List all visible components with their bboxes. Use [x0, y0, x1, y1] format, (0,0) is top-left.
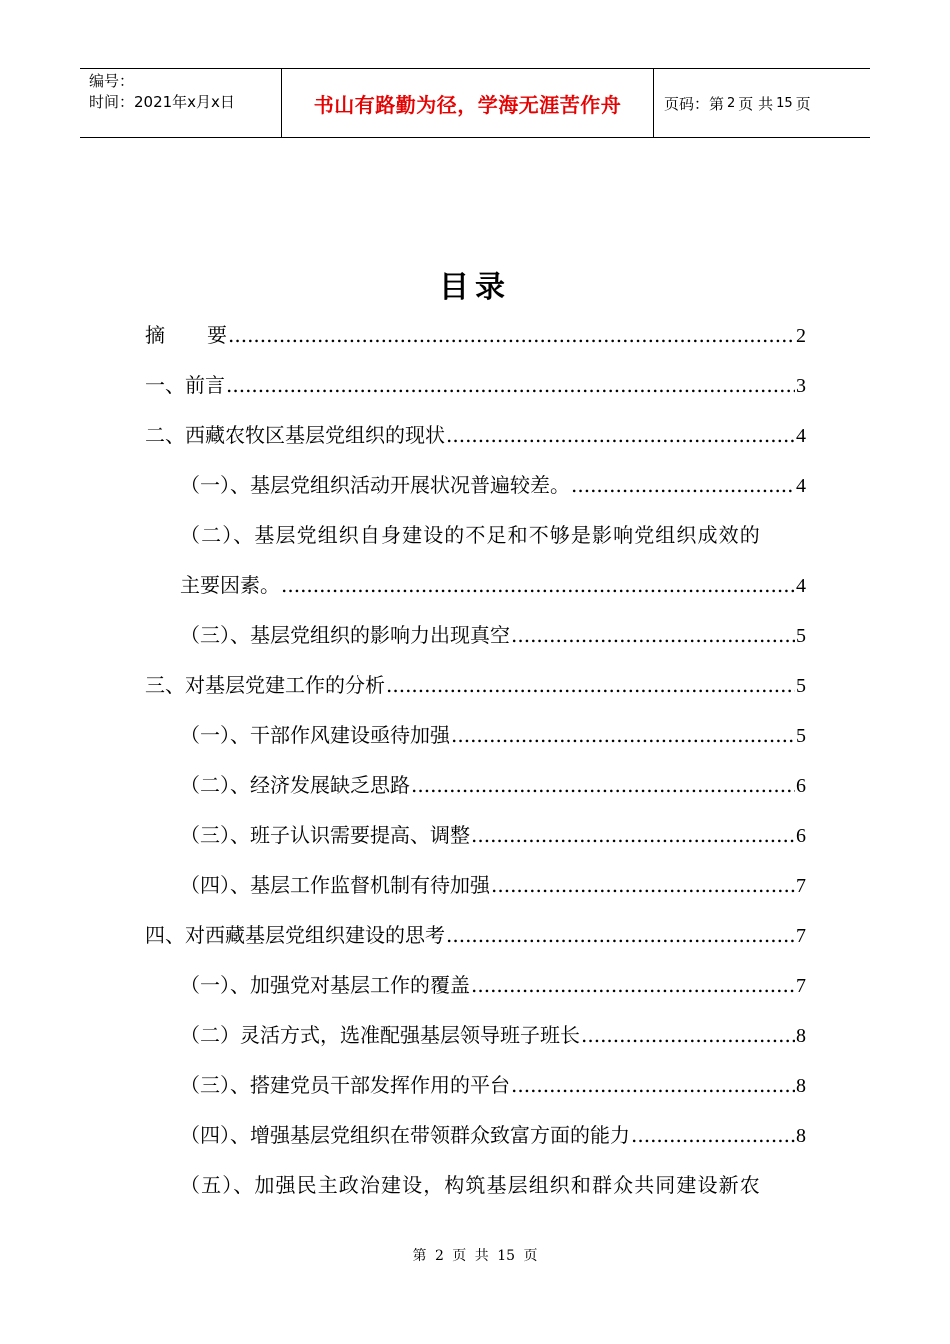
- toc-abstract-char-a: 摘: [145, 323, 165, 347]
- toc-entry[interactable]: [145, 813, 806, 863]
- toc-page-number: 6: [796, 825, 806, 847]
- table-of-contents: [145, 313, 806, 1213]
- toc-entry-text: 一、前言: [145, 373, 225, 397]
- header-motto: 书山有路勤为径，学海无涯苦作舟: [282, 69, 654, 137]
- toc-leader: [451, 713, 795, 757]
- toc-leader: [471, 813, 795, 857]
- toc-entry-text: （三）、班子认识需要提高、调整: [180, 823, 470, 847]
- toc-page-number: 8: [796, 1075, 806, 1097]
- toc-leader: [411, 763, 795, 807]
- toc-page-number: 3: [796, 375, 806, 397]
- toc-entry-text: （一）、干部作风建设亟待加强: [180, 723, 450, 747]
- toc-entry-text: （四）、增强基层党组织在带领群众致富方面的能力: [180, 1123, 630, 1147]
- toc-entry[interactable]: [145, 963, 806, 1013]
- toc-entry[interactable]: [145, 363, 806, 413]
- toc-entry-abstract[interactable]: [145, 313, 806, 363]
- toc-entry-text: （二）灵活方式，选准配强基层领导班子班长: [180, 1023, 580, 1047]
- toc-entry-text: 三、对基层党建工作的分析: [145, 673, 385, 697]
- toc-entry[interactable]: [145, 1013, 806, 1063]
- toc-leader: [446, 413, 795, 457]
- toc-page-number: 5: [796, 625, 806, 647]
- page-header: [80, 68, 870, 138]
- toc-entry[interactable]: [145, 463, 806, 513]
- toc-leader: [471, 963, 795, 1007]
- toc-page-number: 7: [796, 975, 806, 997]
- toc-leader: [511, 613, 795, 657]
- toc-page-number: 4: [796, 425, 806, 447]
- serial-label: 编号：: [89, 72, 135, 90]
- toc-entry[interactable]: [145, 413, 806, 463]
- toc-entry[interactable]: [145, 663, 806, 713]
- toc-entry-text: （一）、加强党对基层工作的覆盖: [180, 973, 470, 997]
- toc-page-number: 4: [796, 475, 806, 497]
- toc-entry-text: （二）、基层党组织自身建设的不足和不够是影响党组织成效的: [180, 523, 761, 547]
- toc-entry-text: （三）、搭建党员干部发挥作用的平台: [180, 1073, 510, 1097]
- toc-page-number: 5: [796, 675, 806, 697]
- toc-leader: [631, 1113, 795, 1157]
- header-page-info: [654, 69, 870, 137]
- page-title: 目录: [439, 270, 511, 305]
- toc-page-number: 2: [796, 325, 806, 347]
- time-label: 时间：2021年x月x日: [89, 93, 235, 111]
- header-meta: [80, 69, 282, 137]
- toc-entry[interactable]: [145, 763, 806, 813]
- toc-leader: [511, 1063, 795, 1107]
- toc-entry[interactable]: [145, 1113, 806, 1163]
- toc-entry-text: 二、西藏农牧区基层党组织的现状: [145, 423, 445, 447]
- toc-entry[interactable]: [145, 1063, 806, 1113]
- toc-entry-text: 四、对西藏基层党组织建设的思考: [145, 923, 445, 947]
- toc-page-number: 8: [796, 1125, 806, 1147]
- toc-abstract-char-b: 要: [207, 323, 227, 347]
- page-total: 15: [776, 95, 793, 111]
- toc-entry-text: （四）、基层工作监督机制有待加强: [180, 873, 490, 897]
- toc-leader: [228, 313, 795, 357]
- toc-entry-text: （二）、经济发展缺乏思路: [180, 773, 410, 797]
- toc-page-number: 8: [796, 1025, 806, 1047]
- toc-entry-continuation[interactable]: [145, 563, 806, 613]
- toc-page-number: 7: [796, 925, 806, 947]
- toc-entry-text: （五）、加强民主政治建设，构筑基层组织和群众共同建设新农: [180, 1173, 761, 1197]
- toc-entry[interactable]: [145, 1163, 806, 1213]
- page-mid: 页 共: [738, 94, 774, 113]
- toc-entry[interactable]: [145, 513, 806, 563]
- toc-page-number: 4: [796, 575, 806, 597]
- toc-page-number: 5: [796, 725, 806, 747]
- page-current: 2: [727, 95, 736, 111]
- toc-leader: [581, 1013, 795, 1057]
- toc-page-number: 6: [796, 775, 806, 797]
- toc-entry-text: （一）、基层党组织活动开展状况普遍较差。: [180, 473, 570, 497]
- toc-page-number: 7: [796, 875, 806, 897]
- page-suffix: 页: [795, 94, 811, 113]
- toc-leader: [491, 863, 795, 907]
- toc-entry[interactable]: [145, 713, 806, 763]
- toc-entry[interactable]: [145, 913, 806, 963]
- page-footer: 第 2 页 共 15 页: [412, 1248, 538, 1264]
- toc-leader: [226, 363, 795, 407]
- toc-leader: [386, 663, 795, 707]
- toc-leader: [446, 913, 795, 957]
- toc-entry-text: （三）、基层党组织的影响力出现真空: [180, 623, 510, 647]
- toc-leader: [571, 463, 795, 507]
- toc-entry[interactable]: [145, 613, 806, 663]
- page-prefix: 页码：第: [664, 94, 725, 113]
- toc-leader: [281, 563, 795, 607]
- toc-entry-text: 主要因素。: [180, 573, 280, 597]
- toc-entry[interactable]: [145, 863, 806, 913]
